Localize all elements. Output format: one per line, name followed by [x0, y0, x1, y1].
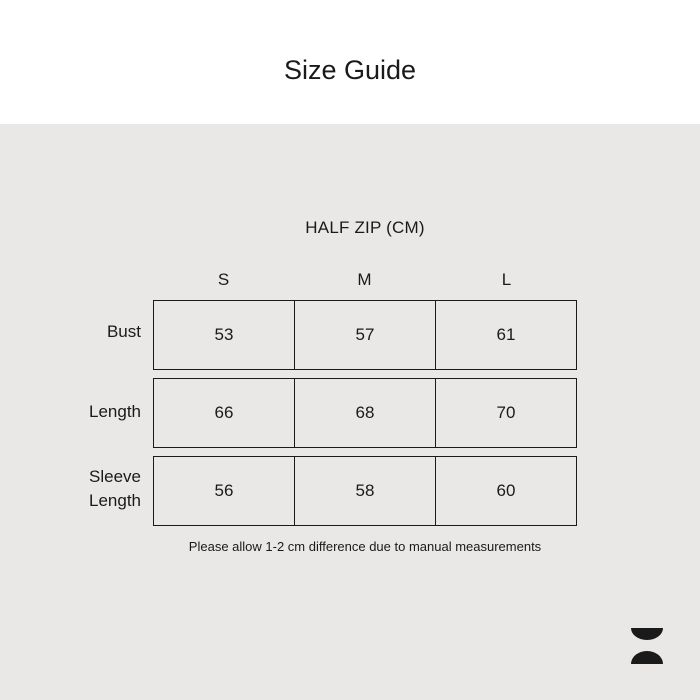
measurement-note: Please allow 1-2 cm difference due to manual measurements [188, 539, 542, 554]
table-cell: 58 [294, 457, 435, 525]
page-title: Size Guide [283, 55, 417, 85]
table-row-length [153, 378, 577, 448]
table-cell: 53 [214, 325, 234, 344]
table-title: HALF ZIP (CM) [305, 218, 425, 237]
table-cell: 68 [294, 379, 435, 447]
table-row-sleeve-length [153, 456, 577, 526]
table-cell: 61 [435, 301, 576, 369]
table-cell: 60 [435, 457, 576, 525]
table-cell: 56 [214, 481, 234, 500]
table-cell: 57 [294, 301, 435, 369]
table-cell: 70 [435, 379, 576, 447]
column-header-m: M [357, 270, 372, 289]
row-label-line: Length [89, 491, 141, 510]
row-label-line: Sleeve [89, 467, 141, 486]
row-label-length: Length [89, 402, 141, 421]
table-cell: 66 [214, 403, 234, 422]
row-label-sleeve-length [21, 465, 141, 513]
column-header-s: S [217, 270, 230, 289]
row-label-bust: Bust [106, 322, 141, 341]
half-moon-logo-icon [631, 628, 663, 664]
table-row-bust [153, 300, 577, 370]
header [0, 0, 700, 124]
column-header-l: L [501, 270, 512, 289]
